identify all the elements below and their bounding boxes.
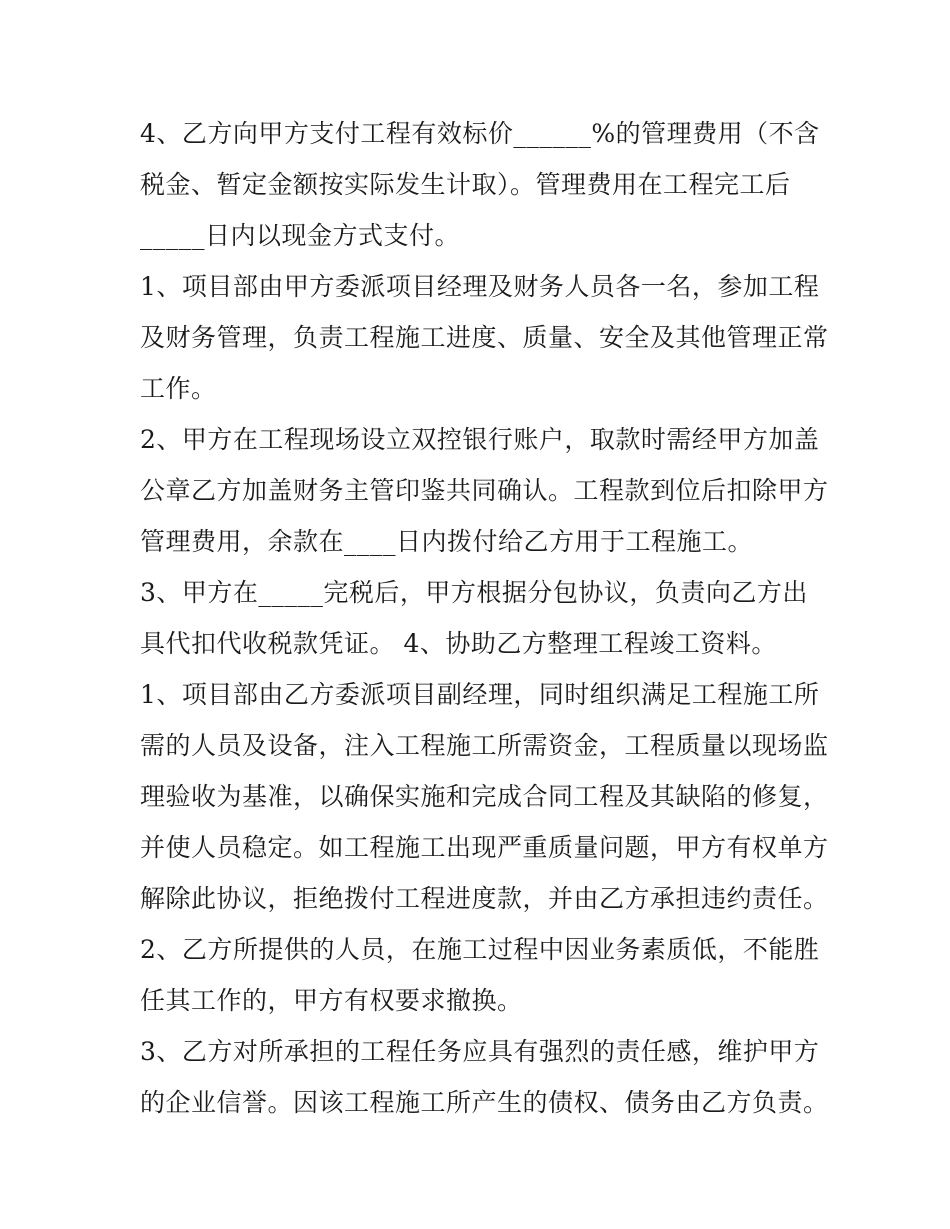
document-body [140, 108, 829, 1128]
text-line: 解除此协议，拒绝拨付工程进度款，并由乙方承担违约责任。 [140, 884, 829, 913]
text-line: 的企业信誉。因该工程施工所产生的债权、债务由乙方负责。 [140, 1088, 829, 1117]
text-line: 1、项目部由甲方委派项目经理及财务人员各一名，参加工程 [140, 272, 820, 301]
text-line: 4、乙方向甲方支付工程有效标价______%的管理费用（不含 [140, 119, 820, 148]
text-line: 2、乙方所提供的人员，在施工过程中因业务素质低，不能胜 [140, 935, 820, 964]
text-line: 任其工作的，甲方有权要求撤换。 [140, 986, 523, 1015]
text-line: 及财务管理，负责工程施工进度、质量、安全及其他管理正常 [140, 323, 829, 352]
text-line: 管理费用，余款在____日内拨付给乙方用于工程施工。 [140, 527, 754, 556]
text-line: 理验收为基准，以确保实施和完成合同工程及其缺陷的修复， [140, 782, 829, 811]
text-line: 需的人员及设备，注入工程施工所需资金，工程质量以现场监 [140, 731, 829, 760]
text-line: _____日内以现金方式支付。 [140, 221, 461, 250]
text-line: 并使人员稳定。如工程施工出现严重质量问题，甲方有权单方 [140, 833, 829, 862]
text-line: 具代扣代收税款凭证。 4、协助乙方整理工程竣工资料。 [140, 629, 777, 658]
text-line: 公章乙方加盖财务主管印鉴共同确认。工程款到位后扣除甲方 [140, 476, 829, 505]
text-line: 3、甲方在_____完税后，甲方根据分包协议，负责向乙方出 [140, 578, 808, 607]
text-line: 2、甲方在工程现场设立双控银行账户，取款时需经甲方加盖 [140, 425, 820, 454]
text-line: 3、乙方对所承担的工程任务应具有强烈的责任感，维护甲方 [140, 1037, 820, 1066]
text-line: 税金、暂定金额按实际发生计取）。管理费用在工程完工后 [140, 170, 791, 199]
text-line: 1、项目部由乙方委派项目副经理，同时组织满足工程施工所 [140, 680, 820, 709]
text-line: 工作。 [140, 374, 217, 403]
